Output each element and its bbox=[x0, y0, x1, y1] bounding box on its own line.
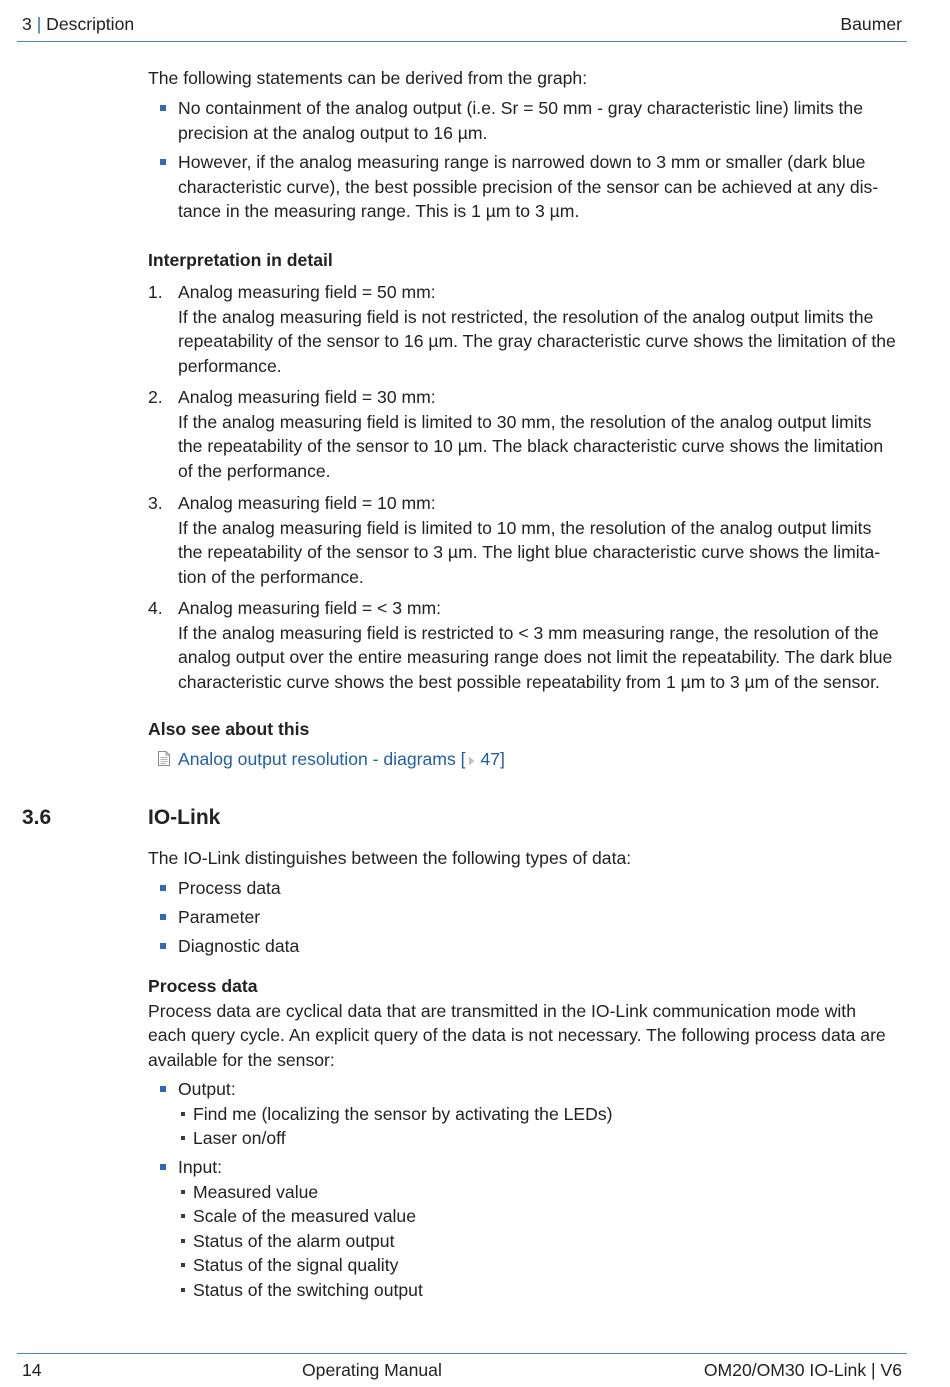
item-text-line: If the analog measuring field is restricted to < 3 mm measuring range, the resolution of the bbox=[178, 622, 879, 643]
sub-list-item bbox=[178, 1278, 908, 1303]
item-text-line: performance. bbox=[178, 355, 282, 376]
small-square-bullet-icon bbox=[181, 1288, 185, 1292]
process-data-paragraph bbox=[148, 999, 908, 1073]
paragraph-line: Process data are cyclical data that are transmitted in the IO-Link communication mode with bbox=[148, 1000, 856, 1021]
sub-item-label: Status of the alarm output bbox=[193, 1230, 395, 1251]
see-also-heading: Also see about this bbox=[148, 719, 310, 739]
sub-list-item bbox=[178, 1126, 908, 1151]
header-divider bbox=[17, 41, 907, 42]
interpretation-item bbox=[148, 385, 908, 483]
chapter-title: Description bbox=[46, 14, 135, 34]
sub-list-item bbox=[178, 1253, 908, 1278]
list-item bbox=[148, 905, 908, 930]
item-text-line: repeatability of the sensor to 16 µm. The gray characteristic curve shows the limitation of the bbox=[178, 331, 896, 351]
brand-name: Baumer bbox=[840, 14, 902, 34]
section-title: IO-Link bbox=[148, 806, 221, 829]
sub-item-label: Laser on/off bbox=[193, 1128, 286, 1148]
item-title: Analog measuring field = 50 mm: bbox=[178, 282, 436, 302]
small-square-bullet-icon bbox=[181, 1112, 185, 1116]
link-bracket-open[interactable]: [ bbox=[460, 749, 466, 769]
product-version: OM20/OM30 IO-Link | V6 bbox=[703, 1360, 902, 1380]
section-heading bbox=[22, 804, 908, 832]
document-icon bbox=[158, 751, 170, 766]
list-item-line: precision at the analog output to 16 µm. bbox=[178, 122, 488, 143]
sub-item-label: Scale of the measured value bbox=[193, 1206, 416, 1226]
chapter-number: 3 bbox=[22, 14, 32, 34]
data-type-label: Parameter bbox=[178, 907, 261, 927]
link-bracket-close[interactable]: ] bbox=[500, 749, 505, 769]
document-type: Operating Manual bbox=[302, 1360, 442, 1380]
item-number: 3. bbox=[148, 493, 163, 513]
link-label[interactable]: Analog output resolution - diagrams bbox=[178, 749, 456, 769]
small-square-bullet-icon bbox=[181, 1214, 185, 1218]
small-square-bullet-icon bbox=[181, 1136, 185, 1140]
small-square-bullet-icon bbox=[181, 1190, 185, 1194]
data-types-list bbox=[148, 876, 908, 959]
item-number: 1. bbox=[148, 282, 163, 302]
item-text-line: If the analog measuring field is limited to 10 mm, the resolution of the analog output limits bbox=[178, 517, 872, 538]
sub-list-item bbox=[178, 1180, 908, 1205]
item-number: 2. bbox=[148, 387, 163, 407]
list-item-line: However, if the analog measuring range is narrowed down to 3 mm or smaller (dark blue bbox=[178, 152, 866, 172]
page-header bbox=[0, 12, 950, 37]
paragraph-line: each query cycle. An explicit query of the data is not necessary. The following process data are bbox=[148, 1025, 886, 1045]
sub-list-item bbox=[178, 1204, 908, 1229]
chapter-label bbox=[22, 12, 134, 37]
item-text-line: If the analog measuring field is not restricted, the resolution of the analog output limits the bbox=[178, 306, 874, 327]
process-data-input-group bbox=[148, 1155, 908, 1302]
item-text-line: tion of the performance. bbox=[178, 566, 364, 587]
item-text-line: If the analog measuring field is limited to 30 mm, the resolution of the analog output limits bbox=[178, 411, 872, 432]
process-data-heading: Process data bbox=[148, 976, 258, 996]
section-lead-paragraph bbox=[148, 846, 908, 871]
link-page-number[interactable]: 47 bbox=[480, 749, 501, 769]
square-bullet-icon bbox=[160, 159, 166, 165]
page-reference-arrow-graphic bbox=[468, 756, 475, 766]
section-number: 3.6 bbox=[22, 806, 52, 829]
footer-divider bbox=[17, 1353, 907, 1354]
data-type-label: Diagnostic data bbox=[178, 936, 300, 956]
item-title: Analog measuring field = 10 mm: bbox=[178, 493, 436, 513]
intro-paragraph bbox=[148, 66, 908, 91]
item-text-line: of the performance. bbox=[178, 460, 331, 481]
intro-bullet-list bbox=[148, 96, 908, 224]
process-data-list bbox=[148, 1077, 908, 1302]
small-square-bullet-icon bbox=[181, 1263, 185, 1267]
sub-list-item bbox=[178, 1102, 908, 1127]
item-title: Analog measuring field = 30 mm: bbox=[178, 387, 436, 407]
sub-item-label: Find me (localizing the sensor by activating the LEDs) bbox=[193, 1103, 613, 1124]
analog-output-resolution-link[interactable] bbox=[178, 749, 505, 769]
group-label: Output: bbox=[178, 1079, 236, 1099]
page-footer bbox=[0, 1358, 950, 1383]
intro-lead: The following statements can be derived from the graph: bbox=[148, 68, 588, 88]
list-item bbox=[148, 150, 908, 224]
interpretation-item bbox=[148, 596, 908, 694]
group-label: Input: bbox=[178, 1157, 223, 1177]
list-item bbox=[148, 876, 908, 901]
square-bullet-icon bbox=[160, 914, 166, 920]
list-item-line: characteristic curve), the best possible precision of the sensor can be achieved at any dis- bbox=[178, 176, 879, 197]
sub-item-label: Measured value bbox=[193, 1181, 319, 1202]
item-text-line: the repeatability of the sensor to 3 µm. The light blue characteristic curve shows the limita- bbox=[178, 542, 881, 562]
square-bullet-icon bbox=[160, 1086, 166, 1092]
page-content bbox=[22, 66, 908, 1302]
square-bullet-icon bbox=[160, 1164, 166, 1170]
square-bullet-icon bbox=[160, 885, 166, 891]
interpretation-item bbox=[148, 280, 908, 378]
sub-item-label: Status of the signal quality bbox=[193, 1255, 399, 1275]
page-number: 14 bbox=[22, 1360, 42, 1380]
item-number: 4. bbox=[148, 598, 163, 618]
square-bullet-icon bbox=[160, 105, 166, 111]
interpretation-list bbox=[148, 280, 908, 694]
list-item-line: No containment of the analog output (i.e. Sr = 50 mm - gray characteristic line) limits the bbox=[178, 98, 863, 118]
item-text-line: analog output over the entire measuring range does not limit the repeatability. The dark blue bbox=[178, 647, 893, 667]
section-lead: The IO-Link distinguishes between the following types of data: bbox=[148, 848, 632, 868]
document-icon-graphic bbox=[158, 751, 170, 766]
page-reference-arrow-icon bbox=[468, 756, 475, 766]
see-also-link-row bbox=[148, 747, 908, 772]
item-title: Analog measuring field = < 3 mm: bbox=[178, 598, 442, 618]
item-text-line: the repeatability of the sensor to 10 µm. The black characteristic curve shows the limitation bbox=[178, 436, 884, 456]
data-type-label: Process data bbox=[178, 878, 281, 898]
item-text-line: characteristic curve shows the best possible repeatability from 1 µm to 3 µm of the sensor. bbox=[178, 671, 880, 692]
small-square-bullet-icon bbox=[181, 1239, 185, 1243]
list-item bbox=[148, 96, 908, 145]
chapter-separator: | bbox=[36, 14, 42, 34]
list-item bbox=[148, 934, 908, 959]
interpretation-item bbox=[148, 491, 908, 589]
process-data-output-group bbox=[148, 1077, 908, 1151]
sub-item-label: Status of the switching output bbox=[193, 1279, 423, 1300]
list-item-line: tance in the measuring range. This is 1 µm to 3 µm. bbox=[178, 201, 580, 221]
interpretation-heading: Interpretation in detail bbox=[148, 250, 333, 270]
sub-list-item bbox=[178, 1229, 908, 1254]
square-bullet-icon bbox=[160, 943, 166, 949]
paragraph-line: available for the sensor: bbox=[148, 1049, 335, 1070]
